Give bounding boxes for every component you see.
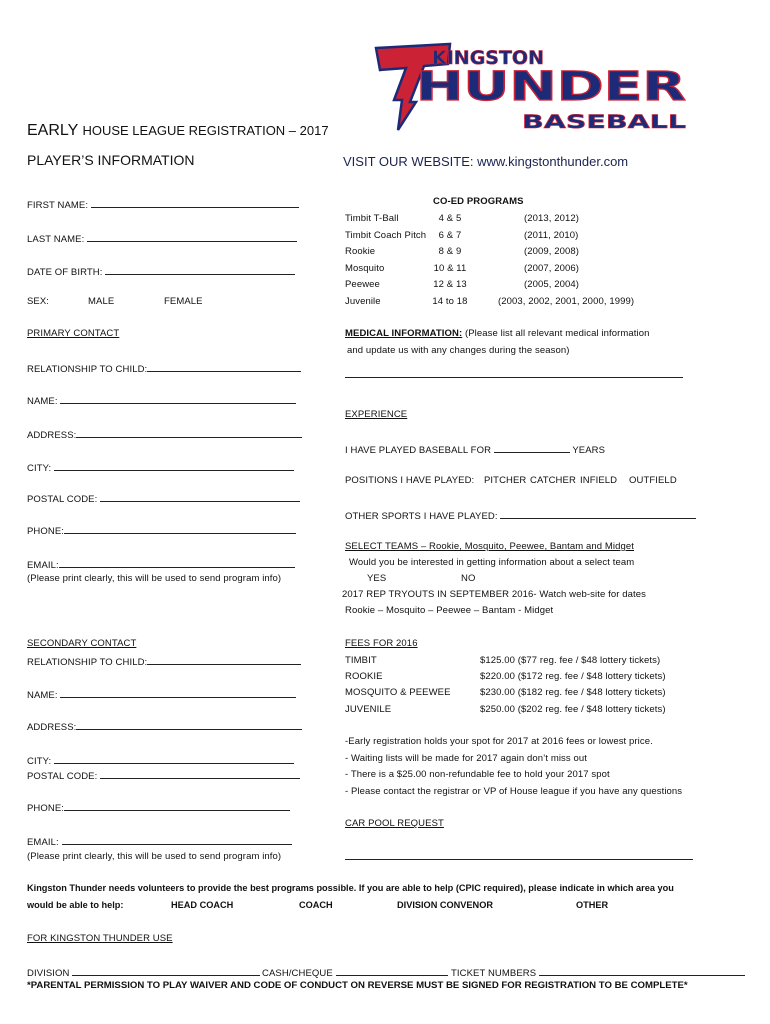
program-name: Timbit T-Ball [345,213,399,224]
secondary-phone-field[interactable] [27,801,290,814]
secondary-city-field[interactable] [27,754,294,767]
logo-kingston: KINGSTON [432,47,544,69]
program-years: (2003, 2002, 2001, 2000, 1999) [498,296,635,307]
primary-phone-field[interactable] [27,524,296,537]
office-cash-field[interactable] [262,966,448,979]
fee-name: MOSQUITO & PEEWEE [345,687,451,699]
last-name-label: LAST NAME: [27,234,85,245]
last-name-field[interactable] [27,232,297,245]
fee-name: ROOKIE [345,671,383,683]
label: CASH/CHEQUE [262,968,333,979]
volunteer-coach[interactable]: COACH [299,900,333,910]
program-name: Juvenile [345,296,381,307]
label: TICKET NUMBERS [451,968,537,979]
secondary-email-field[interactable] [27,835,292,848]
waiver-notice: *PARENTAL PERMISSION TO PLAY WAIVER AND CODE OF CONDUCT ON REVERSE MUST BE SIGNED FOR REGISTRATION TO BE COMPLETE* [27,980,688,991]
primary-email-field[interactable] [27,558,295,571]
sex-label: SEX: [27,296,50,307]
secondary-address-field[interactable] [27,720,302,733]
label: OTHER SPORTS I HAVE PLAYED: [345,511,498,522]
program-ages: 6 & 7 [438,229,462,241]
primary-contact-title: PRIMARY CONTACT [27,328,120,339]
medical-text1: (Please list all relevant medical information [462,328,650,339]
logo-baseball: BASEBALL [522,111,686,133]
title-early: EARLY [27,122,79,139]
fee-amount: $250.00 ($202 reg. fee / $48 lottery tickets) [480,703,666,715]
office-tickets-field[interactable] [451,966,745,979]
position-outfield[interactable]: OUTFIELD [629,475,677,486]
website-link[interactable]: VISIT OUR WEBSITE: www.kingstonthunder.com [343,154,629,169]
fee-note: -Early registration holds your spot for 2017 at 2016 fees or lowest price. [345,736,653,747]
fee-name: TIMBIT [345,655,377,666]
primary-postal-field[interactable] [27,492,300,505]
volunteer-text: Kingston Thunder needs volunteers to provide the best programs possible. If you are able to help (CPIC required), please indicate in which area you [27,883,674,893]
label: NAME: [27,690,58,701]
program-ages: 4 & 5 [438,213,462,224]
office-division-field[interactable] [27,966,260,979]
select-levels: Rookie – Mosquito – Peewee – Bantam - Midget [345,605,554,616]
experience-title: EXPERIENCE [345,409,408,420]
medical-info [345,328,650,339]
primary-relationship-field[interactable] [27,362,301,375]
program-ages: 10 & 11 [433,262,467,274]
medical-line[interactable] [345,377,683,378]
label: EMAIL: [27,560,59,571]
secondary-note: (Please print clearly, this will be used to send program info) [27,851,282,862]
office-use-title: FOR KINGSTON THUNDER USE [27,933,173,944]
fee-amount: $220.00 ($172 reg. fee / $48 lottery tickets) [480,671,666,683]
label: DIVISION [27,968,70,979]
program-name: Mosquito [345,262,385,274]
label: CITY: [27,463,52,474]
primary-note: (Please print clearly, this will be used to send program info) [27,573,282,584]
players-info-heading: PLAYER’S INFORMATION [27,152,195,168]
position-catcher[interactable]: CATCHER [530,475,576,486]
select-question: Would you be interested in getting information about a select team [349,557,635,568]
fee-amount: $125.00 ($77 reg. fee / $48 lottery tickets) [480,655,661,666]
first-name-field[interactable] [27,198,299,211]
program-ages: 12 & 13 [433,279,467,291]
program-ages: 14 to 18 [432,296,468,307]
years-label: YEARS [572,445,606,456]
first-name-label: FIRST NAME: [27,200,89,211]
program-years: (2009, 2008) [524,246,580,258]
secondary-name-field[interactable] [27,688,296,701]
secondary-contact-title: SECONDARY CONTACT [27,638,137,649]
dob-field[interactable] [27,265,295,278]
medical-text2: and update us with any changes during the season) [347,345,570,356]
sex-male-option[interactable]: MALE [88,296,115,307]
volunteer-division-convenor[interactable]: DIVISION CONVENOR [397,900,493,910]
primary-address-field[interactable] [27,428,302,441]
primary-city-field[interactable] [27,461,294,474]
secondary-postal-field[interactable] [27,769,300,782]
select-no-option[interactable]: NO [461,573,476,584]
fee-note: - Please contact the registrar or VP of House league if you have any questions [345,785,683,797]
logo-thunder: HUNDER [416,64,686,110]
carpool-title: CAR POOL REQUEST [345,818,444,829]
kingston-thunder-logo [372,38,692,134]
label: POSTAL CODE: [27,494,98,505]
dob-label: DATE OF BIRTH: [27,267,103,278]
fee-note: - Waiting lists will be made for 2017 again don’t miss out [345,752,588,764]
carpool-line[interactable] [345,859,693,860]
volunteer-head-coach[interactable]: HEAD COACH [171,900,234,910]
title-rest: HOUSE LEAGUE REGISTRATION – 2017 [82,123,329,138]
program-years: (2013, 2012) [524,213,580,224]
positions-label: POSITIONS I HAVE PLAYED: [345,475,475,486]
label: EMAIL: [27,837,59,848]
select-yes-option[interactable]: YES [367,573,387,584]
program-name: Peewee [345,279,380,291]
label: ADDRESS: [27,430,77,441]
fees-title: FEES FOR 2016 [345,638,418,649]
program-name: Timbit Coach Pitch [345,229,427,241]
select-teams-title: SELECT TEAMS – Rookie, Mosquito, Peewee, Bantam and Midget [345,541,635,552]
rep-tryouts: 2017 REP TRYOUTS IN SEPTEMBER 2016- Watch web-site for dates [342,589,646,600]
label: PHONE: [27,803,65,814]
label: I HAVE PLAYED BASEBALL FOR [345,445,492,456]
secondary-relationship-field[interactable] [27,655,301,668]
label: POSTAL CODE: [27,771,98,782]
form-title [27,122,329,140]
label: RELATIONSHIP TO CHILD: [27,657,148,668]
program-years: (2005, 2004) [524,279,580,291]
volunteer-text-2: would be able to help: [27,900,124,910]
fee-note: - There is a $25.00 non-refundable fee to hold your 2017 spot [345,769,610,781]
volunteer-other[interactable]: OTHER [576,900,609,910]
programs-title: CO-ED PROGRAMS [433,196,524,207]
label: NAME: [27,396,58,407]
program-ages: 8 & 9 [438,246,462,258]
primary-name-field[interactable] [27,394,296,407]
position-pitcher[interactable]: PITCHER [484,475,527,486]
program-years: (2007, 2006) [524,262,580,274]
fee-name: JUVENILE [345,703,392,715]
label: CITY: [27,756,52,767]
position-infield[interactable]: INFIELD [580,475,618,486]
other-sports-field[interactable] [345,509,696,522]
sex-female-option[interactable]: FEMALE [164,296,203,307]
played-years-field[interactable] [345,443,605,456]
program-name: Rookie [345,246,376,258]
label: RELATIONSHIP TO CHILD: [27,364,148,375]
fee-amount: $230.00 ($182 reg. fee / $48 lottery tickets) [480,687,666,699]
label: ADDRESS: [27,722,77,733]
medical-label: MEDICAL INFORMATION: [345,328,463,339]
label: PHONE: [27,526,65,537]
program-years: (2011, 2010) [524,229,579,241]
